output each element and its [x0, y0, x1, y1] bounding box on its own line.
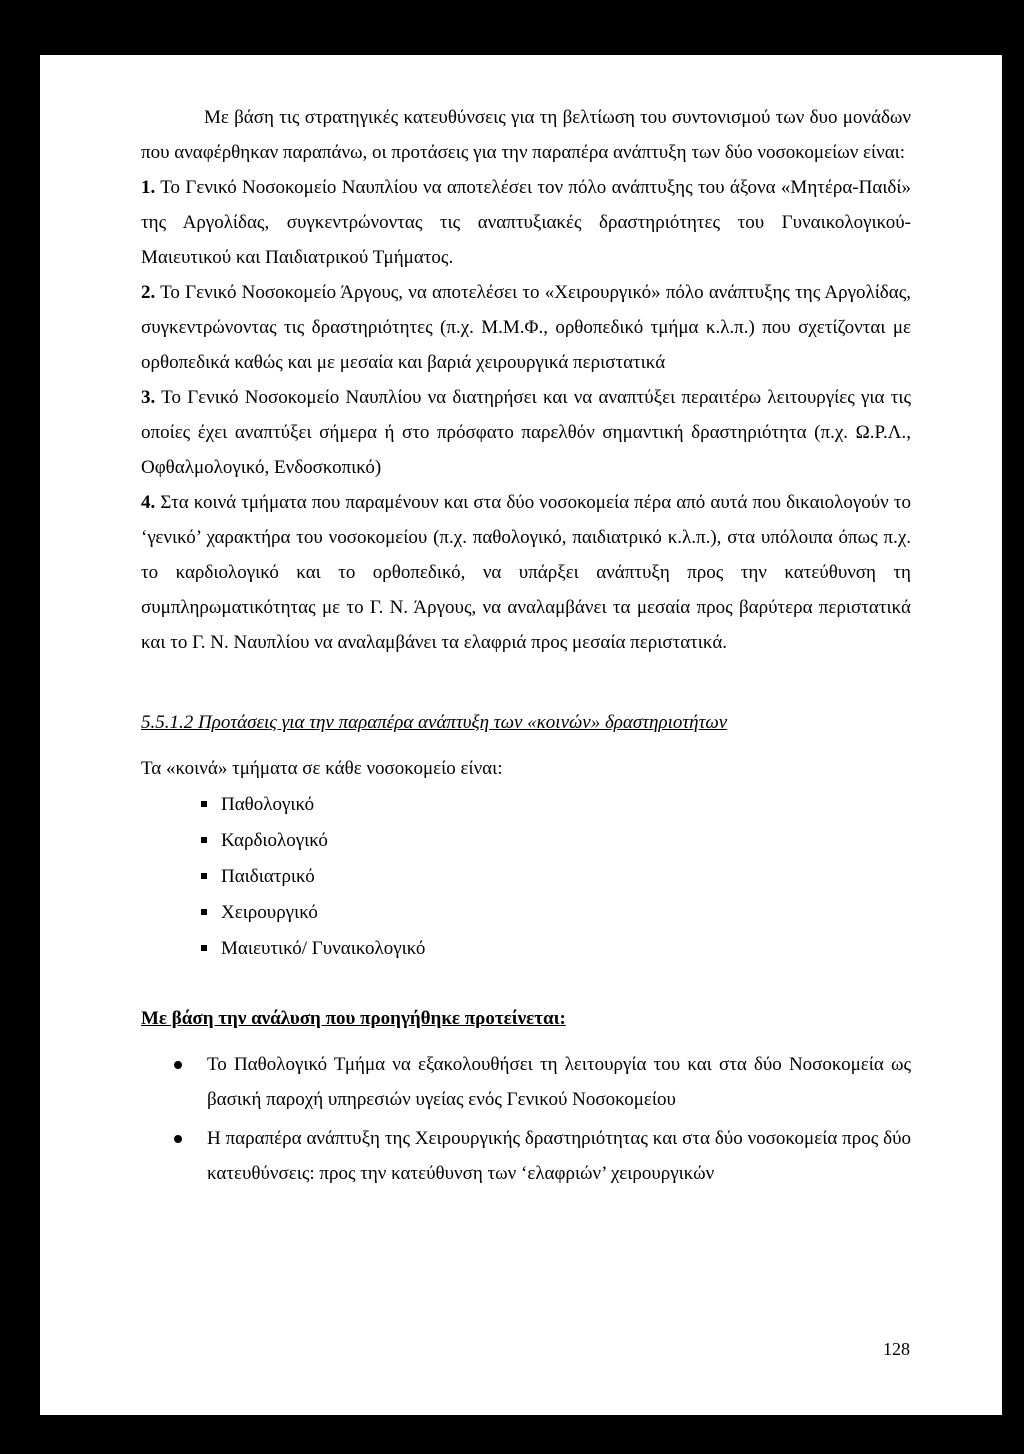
section-heading: 5.5.1.2 Προτάσεις για την παραπέρα ανάπτυξη των «κοινών» δραστηριοτήτων [141, 712, 728, 733]
proposal-item [141, 170, 911, 275]
analysis-heading: Με βάση την ανάλυση που προηγήθηκε προτείνεται: [141, 1008, 566, 1029]
proposal-text: Στα κοινά τμήματα που παραμένουν και στα δύο νοσοκομεία πέρα από αυτά που δικαιολογούν το ‘γενικό’ χαρακτήρα του νοσοκομείου (π.χ. παθολογικό, παιδιατρικό κ.λ.π.), στα υπόλοιπα όπως π.χ. το καρδιολογικό και το ορθοπεδικό, να υπάρξει ανάπτυξη προς την κατεύθυνση τη συμπληρωματικότητας με το Γ. Ν. Άργους, να αναλαμβάνει τα μεσαία προς βαρύτερα περιστατικά και το Γ. Ν. Ναυπλίου να αναλαμβάνει τα ελαφριά προς μεσαία περιστατικά. [141, 492, 911, 653]
proposal-text: Το Γενικό Νοσοκομείο Ναυπλίου να διατηρήσει και να αναπτύξει περαιτέρω λειτουργίες για τις οποίες έχει αναπτύξει σήμερα ή στο πρόσφατο παρελθόν σημαντική δραστηριότητα (π.χ. Ω.Ρ.Λ., Οφθαλμολογικό, Ενδοσκοπικό) [141, 387, 911, 478]
proposal-text: Το Γενικό Νοσοκομείο Άργους, να αποτελέσει το «Χειρουργικό» πόλο ανάπτυξης της Αργολίδας, συγκεντρώνοντας τις δραστηριότητες (π.χ. Μ.Μ.Φ., ορθοπεδικό τμήμα κ.λ.π.) που σχετίζονται με ορθοπεδικά καθώς και με μεσαία και βαριά χειρουργικά περιστατικά [141, 282, 911, 373]
proposal-item [141, 485, 911, 660]
proposal-number: 1. [141, 177, 156, 198]
list-item: Μαιευτικό/ Γυναικολογικό [221, 931, 911, 967]
proposal-number: 4. [141, 492, 156, 513]
proposal-text: Το Γενικό Νοσοκομείο Ναυπλίου να αποτελέσει τον πόλο ανάπτυξης του άξονα «Μητέρα-Παιδί» της Αργολίδας, συγκεντρώνοντας τις αναπτυξιακές δραστηριότητες του Γυναικολογικού-Μαιευτικού και Παιδιατρικού Τμήματος. [141, 177, 911, 268]
page-number: 128 [883, 1339, 910, 1359]
analysis-list [141, 1047, 911, 1191]
list-item: Χειρουργικό [221, 895, 911, 931]
list-item: Το Παθολογικό Τμήμα να εξακολουθήσει τη λειτουργία του και στα δύο Νοσοκομεία ως βασική παροχή υπηρεσιών υγείας ενός Γενικού Νοσοκομείου [207, 1047, 911, 1117]
intro-paragraph: Με βάση τις στρατηγικές κατευθύνσεις για τη βελτίωση του συντονισμού των δυο μονάδων που αναφέρθηκαν παραπάνω, οι προτάσεις για την παραπέρα ανάπτυξη των δύο νοσοκομείων είναι: [141, 107, 911, 163]
list-item: Παιδιατρικό [221, 859, 911, 895]
list-item: Παθολογικό [221, 787, 911, 823]
proposal-item [141, 380, 911, 485]
list-item: Η παραπέρα ανάπτυξη της Χειρουργικής δραστηριότητας και στα δύο νοσοκομεία προς δύο κατευθύνσεις: προς την κατεύθυνση των ‘ελαφριών’ χειρουργικών [207, 1121, 911, 1191]
page-content [141, 100, 911, 1195]
proposal-number: 2. [141, 282, 156, 303]
list-item: Καρδιολογικό [221, 823, 911, 859]
proposal-number: 3. [141, 387, 156, 408]
document-page [40, 55, 1002, 1415]
common-departments-intro: Τα «κοινά» τμήματα σε κάθε νοσοκομείο είναι: [141, 758, 503, 779]
common-departments-list [141, 787, 911, 967]
proposal-item [141, 275, 911, 380]
